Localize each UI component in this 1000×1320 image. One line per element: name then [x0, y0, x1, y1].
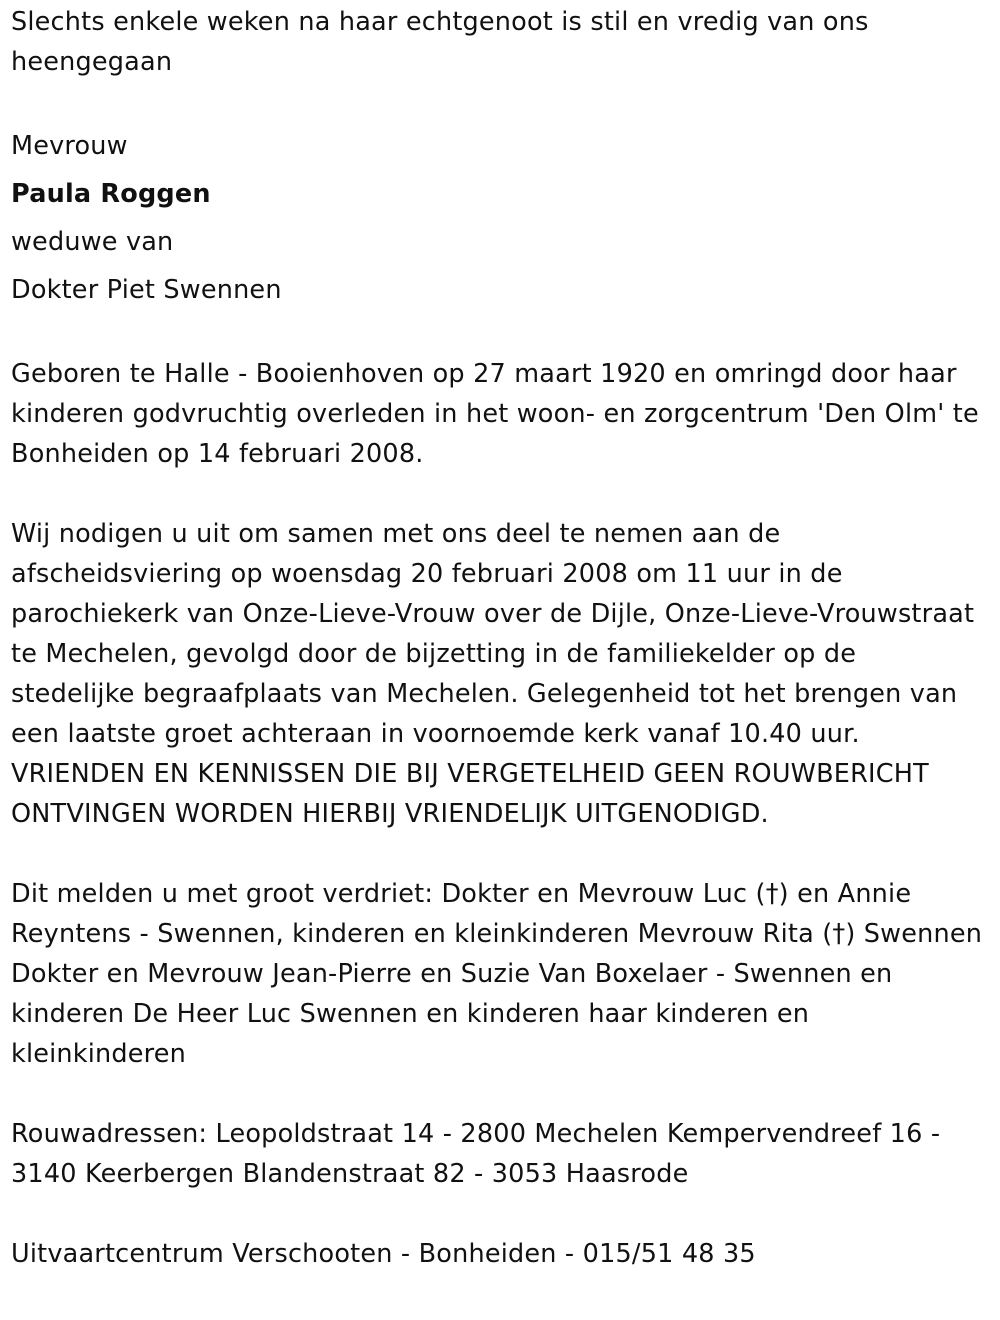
- obituary-notice: [11, 2, 986, 1274]
- relation-text: weduwe van: [11, 227, 174, 257]
- addresses-paragraph: Rouwadressen: Leopoldstraat 14 - 2800 Mechelen Kempervendreef 16 - 3140 Keerbergen Blandenstraat 82 - 3053 Haasrode: [11, 1119, 941, 1189]
- title-text: Mevrouw: [11, 131, 128, 161]
- spacer: [11, 82, 986, 122]
- spacer: [11, 314, 986, 354]
- birth-death-paragraph: Geboren te Halle - Booienhoven op 27 maart 1920 en omringd door haar kinderen godvruchtig overleden in het woon- en zorgcentrum 'Den Olm' te Bonheiden op 14 februari 2008.: [11, 359, 979, 469]
- deceased-name: Paula Roggen: [11, 179, 211, 209]
- funeral-home-line: Uitvaartcentrum Verschooten - Bonheiden - 015/51 48 35: [11, 1239, 756, 1269]
- family-paragraph: Dit melden u met groot verdriet: Dokter en Mevrouw Luc (†) en Annie Reyntens - Swennen, kinderen en kleinkinderen Mevrouw Rita (†) Swennen Dokter en Mevrouw Jean-Pierre en Suzie Van Boxelaer - Swennen en kinderen De Heer Luc Swennen en kinderen haar kinderen en kleinkinderen: [11, 879, 983, 1069]
- spacer: [11, 834, 986, 874]
- spacer: [11, 474, 986, 514]
- spouse-name: Dokter Piet Swennen: [11, 275, 282, 305]
- spacer: [11, 1074, 986, 1114]
- ceremony-paragraph: Wij nodigen u uit om samen met ons deel te nemen aan de afscheidsviering op woensdag 20 februari 2008 om 11 uur in de parochiekerk van Onze-Lieve-Vrouw over de Dijle, Onze-Lieve-Vrouwstraat te Mechelen, gevolgd door de bijzetting in de familiekelder op de stedelijke begraafplaats van Mechelen. Gelegenheid tot het brengen van een laatste groet achteraan in voornoemde kerk vanaf 10.40 uur. VRIENDEN EN KENNISSEN DIE BIJ VERGETELHEID GEEN ROUWBERICHT ONTVINGEN WORDEN HIERBIJ VRIENDELIJK UITGENODIGD.: [11, 519, 975, 829]
- spacer: [11, 1194, 986, 1234]
- intro-text: Slechts enkele weken na haar echtgenoot is stil en vredig van ons heengegaan: [11, 7, 869, 77]
